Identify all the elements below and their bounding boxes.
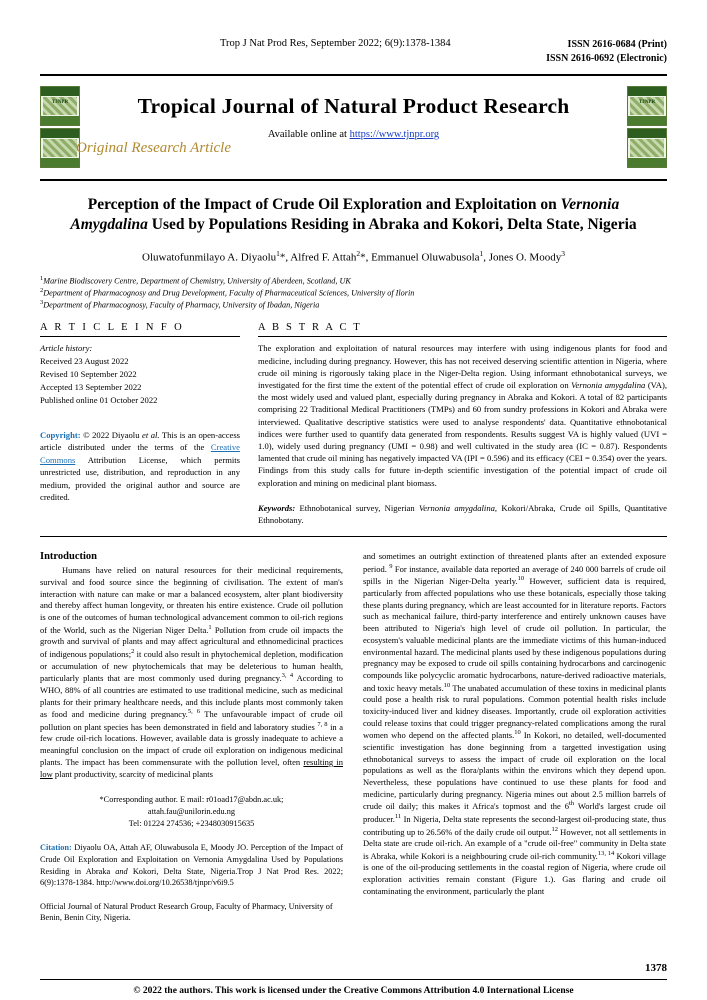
keywords-label: Keywords: [258,502,296,513]
introduction-heading: Introduction [40,551,97,563]
available-online-label: Available online at [267,129,350,140]
title-part-2: Used by Populations Residing in Abraka and Kokori, Delta State, Nigeria [147,216,637,234]
intro-paragraph-left: Humans have relied on natural resources for their medicinal requirements, survival and food source since the beginning of civilisation. The extent of man's interaction with nature can make or mar a balanced ecosystem, alter plant biodiversity and thereby affect human longevity, or threaten his entire existence. Crude oil pollution is one of the outcomes of human technological advancement common to oil-rich regions of the World, such as the Nigerian Niger Delta.$^1$ Pollution from crude oil impacts the growth and survival of plants and may affect agricultural and ethnomedicinal practices of indigenous populations;$^2$ it could also result in phytochemical depletion, modification or accumulation of new phytochemicals that may be deleterious to human health, particularly plants that are most commonly used during pregnancy.$^{3, 4}$ According to WHO, 88% of all countries are estimated to use traditional medicine, such as medicinal plants for their primary healthcare needs, and this include plants most commonly taken as food and medicine during pregnancy.$^{5, 6}$ The unfavourable impact of crude oil pollution on plant species has been demonstrated in field and laboratory studies $^{7, 8}$ in a few crude oil-rich locations. However, available data is grossly inadequate to achieve a meaningful conclusion on the impact of crude oil exploration on indigenous medicinal plants. The impact has been commensurate with the pollution level, often resulting in low plant productivity, scarcity of medicinal plants [40,565,343,779]
article-history-heading: Article history: [40,343,93,354]
abstract-text: The exploration and exploitation of natural resources may interfere with using indigenous plants for food and medicine, including during pregnancy. However, this has not received deserving scientific attention in Nigeria, where crude oil mining is rigorously taking place in the Niger-Delta region. Using informant ethnobotanical surveys, we investigated for the first time the extent of the potential effect of crude oil exploration on Vernonia amygdalina (VA), the most widely used and valued plant, especially during pregnancy in Abraka and Kokori. A total of 82 participants comprising 22 Traditional Medical Practitioners (TMPs) and 60 from sundry professions in Kokori and Abraka were interviewed. Qualitative descriptive statistics were used to analyse respondents' data. Quantitative ethnobotanical indices were further used to quantify data generated from respondents. Results suggest VA is highly valued (UVI = 1.0), widely used during pregnancy (UMI = 0.98) and well cultivated in the study area (IC = 0.87). Respondents lamented that crude oil mining has negatively impacted VA (IPI = 0.596) and its efficacy (CEI = 0.354) over the years. Findings from this study calls for future in-depth scientific investigation of the potential impact of crude oil exploration and mining on medicinal plant biomass. [258,343,667,488]
affiliation-1: $^1$Marine Biodiscovery Centre, Department of Chemistry, University of Aberdeen, Scotland, UK [40,274,351,286]
intro-paragraph-right: and sometimes an outright extinction of threatened plants after an extended exposure period. $^9$ For instance, available data reported an average of 240 000 barrels of crude oil spills in the Nigerian Niger-Delta yearly.$^{10}$ However, sufficient data is required, particularly from affected populations who use these botanicals, especially those taking these plants during pregnancy, which are least accounted for in literature reports. Factors such as mechanical failure, third-party interference and entirely unknown causes have been attributed to Nigeria's high level of crude oil pollution. In particular, the ecosystem's valuable medicinal plants are the immediate victims of this human-induced environmental hazard. The medicinal plants used by these indigenous populations during pregnancy may be exposed to crude oil spills containing hydrocarbons and carcinogenic compounds like polycyclic aromatic hydrocarbons, nature-derived radioactive materials, and toxic heavy metals.$^{10}$ The unabated accumulation of these toxins in medicinal plants could pose a health risk to rural populations. Common potential health risks include toxicity-induced liver and kidney diseases. Importantly, crude oil exploration activities could release toxins that could trigger pregnancy-related complications among the rural women who depend on the affected plants.$^{10}$ In Kokori, no detailed, well-documented scientific investigation has done beginning from a targetted investigation using ethnobotanical surveys to assess the impact of crude oil exploration on the local populations as well as the flora/plants within the environs which they depend upon. Nevertheless, these populations have continued to use these plants for food and medicine, particularly during pregnancy. Nigeria mines out about 2.5 million barrels of crude oil daily; this makes it Africa's topmost and the 6th World's largest crude oil producer.$^{11}$ In Nigeria, Delta state represents the second-largest oil-producing state, thus contributing up to 26.56% of the daily crude oil output.$^{12}$ However, not all settlements in Delta state are crude oil-rich. An example of a "crude oil-free" community in Delta state is Abraka, while Kokori is a neighbouring crude oil-rich community.$^{13, 14}$ Kokori village is one of the oil-producing settlements in the coastal region of Nigeria, where crude oil exploration activities remain constant (Figure 1.). Gas flaring and crude oil contaminating the environment, particularly the plant [363,551,667,896]
journal-logo-right-icon: TJNPR [627,86,667,126]
abstract-block [40,322,667,526]
affiliations [40,275,667,310]
history-accepted: Accepted 13 September 2022 [40,382,142,392]
corresponding-email-1: *Corresponding author. E mail: r01oad17@abdn.ac.uk; [99,795,284,805]
keywords [258,502,667,526]
journal-title: Tropical Journal of Natural Product Research [137,94,570,118]
history-published: Published online 01 October 2022 [40,394,158,405]
journal-logo-secondary-icon [40,128,80,168]
masthead [40,84,667,170]
available-online [40,129,667,140]
journal-logo-icon: TJNPR [40,86,80,126]
copyright-etal: et al. [142,429,160,440]
masthead-rule [40,179,667,181]
page-number: 1378 [645,962,667,974]
copyright-label: Copyright: [40,429,81,440]
official-journal-note: Official Journal of Natural Product Research Group, Faculty of Pharmacy, University of Benin, Benin City, Nigeria. [40,901,333,923]
citation-label: Citation: [40,843,72,853]
keywords-text: Ethnobotanical survey, Nigerian Vernonia amygdalina, Kokori/Abraka, Crude oil Spills, Quantitative Ethnobotany. [258,502,667,525]
body-column-right [363,551,666,924]
issn-print: ISSN 2616-0684 (Print) [567,39,667,50]
article-history [40,342,240,406]
running-head [40,38,667,65]
title-species-1: Vernonia [560,196,620,213]
affiliation-3: $^3$Department of Pharmacognosy, Faculty of Pharmacy, University of Ibadan, Nigeria [40,298,320,310]
corresponding-tel: Tel: 01224 274536; +2348030915635 [128,819,255,829]
body-columns [40,551,667,924]
article-info-column [40,322,240,526]
creative-commons-link[interactable]: Creative Commons [40,442,240,465]
journal-logo-right-secondary-icon [627,128,667,168]
affiliation-2: $^2$Department of Pharmacognosy and Drug Development, Faculty of Pharmaceutical Sciences, University of Ilorin [40,286,415,298]
history-received: Received 23 August 2022 [40,356,129,367]
page-title [40,195,667,235]
article-info-heading: A R T I C L E I N F O [40,322,185,334]
history-revised: Revised 10 September 2022 [40,369,137,380]
journal-url-link[interactable]: https://www.tjnpr.org [349,129,440,140]
abstract-column [258,322,667,526]
corresponding-author [40,794,343,830]
running-head-citation: Trop J Nat Prod Res, September 2022; 6(9):1378-1384 [220,38,451,49]
abstract-bottom-rule [40,536,667,537]
header-rule [40,74,667,76]
copyright-text-a: © 2022 Diyaolu [80,429,142,440]
issn-electronic: ISSN 2616-0692 (Electronic) [546,52,667,64]
corresponding-email-2: attah.fau@unilorin.edu.ng [147,807,236,817]
license-footer: © 2022 the authors. This work is licensed under the Creative Commons Attribution 4.0 International License [133,986,574,996]
citation-text: Diyaolu OA, Attah AF, Oluwabusola E, Moody JO. Perception of the Impact of Crude Oil Exploration and Exploitation on Vernonia Amygdalina Used by Populations Residing in Abraka and Kokori, Delta State, Nigeria.Trop J Nat Prod Res. 2022; 6(9):1378-1384. http://www.doi.org/10.26538/tjnpr/v6i9.5 [40,843,343,888]
title-species-2: Amygdalina [70,216,148,234]
citation-block [40,842,343,888]
title-part-1: Perception of the Impact of Crude Oil Exploration and Exploitation on [87,196,561,213]
copyright-notice [40,429,240,504]
footer-rule [40,979,667,980]
copyright-text-b: This is an open-access article distributed under the terms of the [40,429,241,453]
article-type-label: Original Research Article [76,140,231,156]
abstract-heading: A B S T R A C T [258,322,362,334]
copyright-text-c: Attribution License, which permits unrestricted use, distribution, and reproduction in any medium, provided the original author and source are credited. [40,454,240,503]
author-list: Oluwatofunmilayo A. Diyaolu$^1$*, Alfred F. Attah$^2$*, Emmanuel Oluwabusola$^1$, Jones O. Moody$^3$ [142,249,565,264]
body-column-left [40,551,343,924]
issn-block [546,38,667,65]
